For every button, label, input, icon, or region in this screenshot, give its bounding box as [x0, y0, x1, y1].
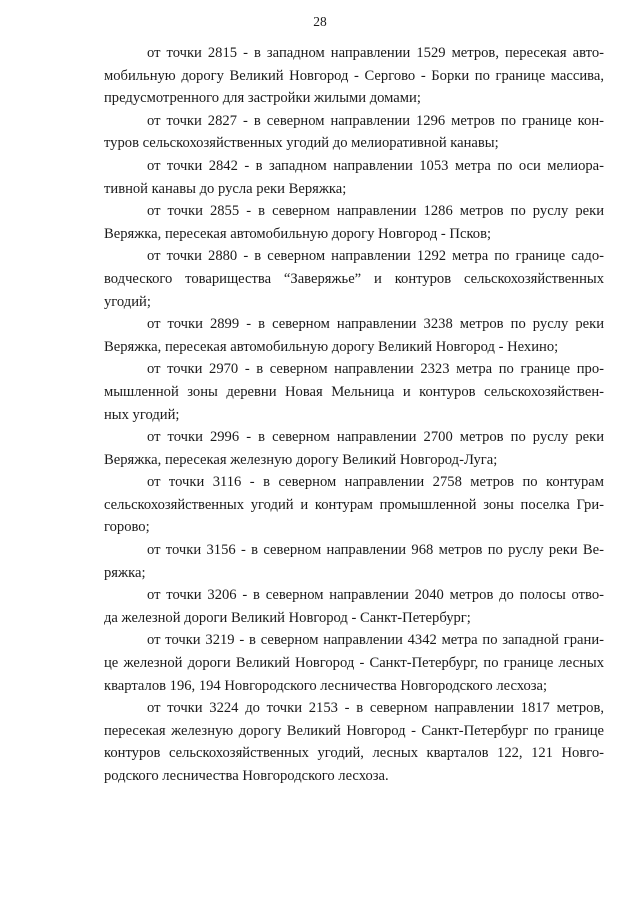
- text-line: от точки 3156 - в северном направлении 968 метров по руслу реки Ве-: [147, 542, 604, 559]
- text-line: от точки 2880 - в северном направлении 1292 метра по границе садо-: [147, 248, 604, 265]
- document-body: [104, 42, 604, 788]
- paragraph: [104, 426, 604, 471]
- text-line: от точки 3206 - в северном направлении 2040 метров до полосы отво-: [147, 587, 604, 604]
- paragraph: [104, 697, 604, 787]
- text-line: от точки 2996 - в северном направлении 2700 метров по руслу реки: [147, 429, 604, 446]
- paragraph: [104, 42, 604, 110]
- text-line: ряжка;: [104, 564, 146, 581]
- text-line: Веряжка, пересекая автомобильную дорогу Новгород - Псков;: [104, 225, 492, 242]
- text-line: кварталов 196, 194 Новгородского лесничества Новгородского лесхоза;: [104, 677, 548, 694]
- text-line: ных угодий;: [104, 406, 180, 423]
- text-line: от точки 2815 - в западном направлении 1529 метров, пересекая авто-: [147, 45, 604, 61]
- paragraph: [104, 358, 604, 426]
- paragraph: [104, 471, 604, 539]
- text-line: контуров сельскохозяйственных угодий, лесных кварталов 122, 121 Новго-: [104, 745, 604, 762]
- text-line: угодий;: [104, 293, 151, 310]
- text-line: мобильную дорогу Великий Новгород - Сергово - Борки по границе массива,: [104, 67, 604, 84]
- text-line: тивной канавы до русла реки Веряжка;: [104, 180, 347, 197]
- text-line: Веряжка, пересекая железную дорогу Великий Новгород-Луга;: [104, 451, 498, 468]
- text-line: от точки 3224 до точки 2153 - в северном направлении 1817 метров,: [147, 700, 604, 717]
- text-line: горово;: [104, 519, 150, 536]
- text-line: от точки 2842 - в западном направлении 1053 метра по оси мелиора-: [147, 157, 604, 174]
- text-line: мышленной зоны деревни Новая Мельница и контуров сельскохозяйствен-: [104, 383, 604, 400]
- text-line: от точки 2970 - в северном направлении 2323 метра по границе про-: [147, 361, 604, 378]
- paragraph: [104, 629, 604, 697]
- text-line: це железной дороги Великий Новгород - Санкт-Петербург, по границе лесных: [104, 655, 604, 672]
- paragraph: [104, 313, 604, 358]
- text-line: родского лесничества Новгородского лесхоза.: [104, 768, 389, 784]
- text-line: от точки 2899 - в северном направлении 3238 метров по руслу реки: [147, 316, 604, 333]
- paragraph: [104, 539, 604, 584]
- paragraph: [104, 245, 604, 313]
- text-line: Веряжка, пересекая автомобильную дорогу Великий Новгород - Нехино;: [104, 338, 559, 355]
- page-number: 28: [313, 14, 327, 29]
- paragraph: [104, 200, 604, 245]
- text-line: туров сельскохозяйственных угодий до мелиоративной канавы;: [104, 135, 499, 152]
- text-line: от точки 3116 - в северном направлении 2758 метров по контурам: [147, 474, 604, 491]
- text-line: от точки 2827 - в северном направлении 1296 метров по границе кон-: [147, 112, 604, 129]
- text-line: да железной дороги Великий Новгород - Санкт-Петербург;: [104, 609, 471, 626]
- text-line: водческого товарищества “Заверяжье” и контуров сельскохозяйственных: [104, 270, 604, 287]
- paragraph: [104, 110, 604, 155]
- text-line: предусмотренного для застройки жилыми домами;: [104, 90, 421, 107]
- text-line: пересекая железную дорогу Великий Новгород - Санкт-Петербург по границе: [104, 722, 604, 739]
- text-line: от точки 2855 - в северном направлении 1286 метров по руслу реки: [147, 203, 604, 220]
- paragraph: [104, 584, 604, 629]
- paragraph: [104, 155, 604, 200]
- text-line: сельскохозяйственных угодий и контурам промышленной зоны поселка Гри-: [104, 496, 604, 513]
- text-line: от точки 3219 - в северном направлении 4342 метра по западной грани-: [147, 632, 604, 649]
